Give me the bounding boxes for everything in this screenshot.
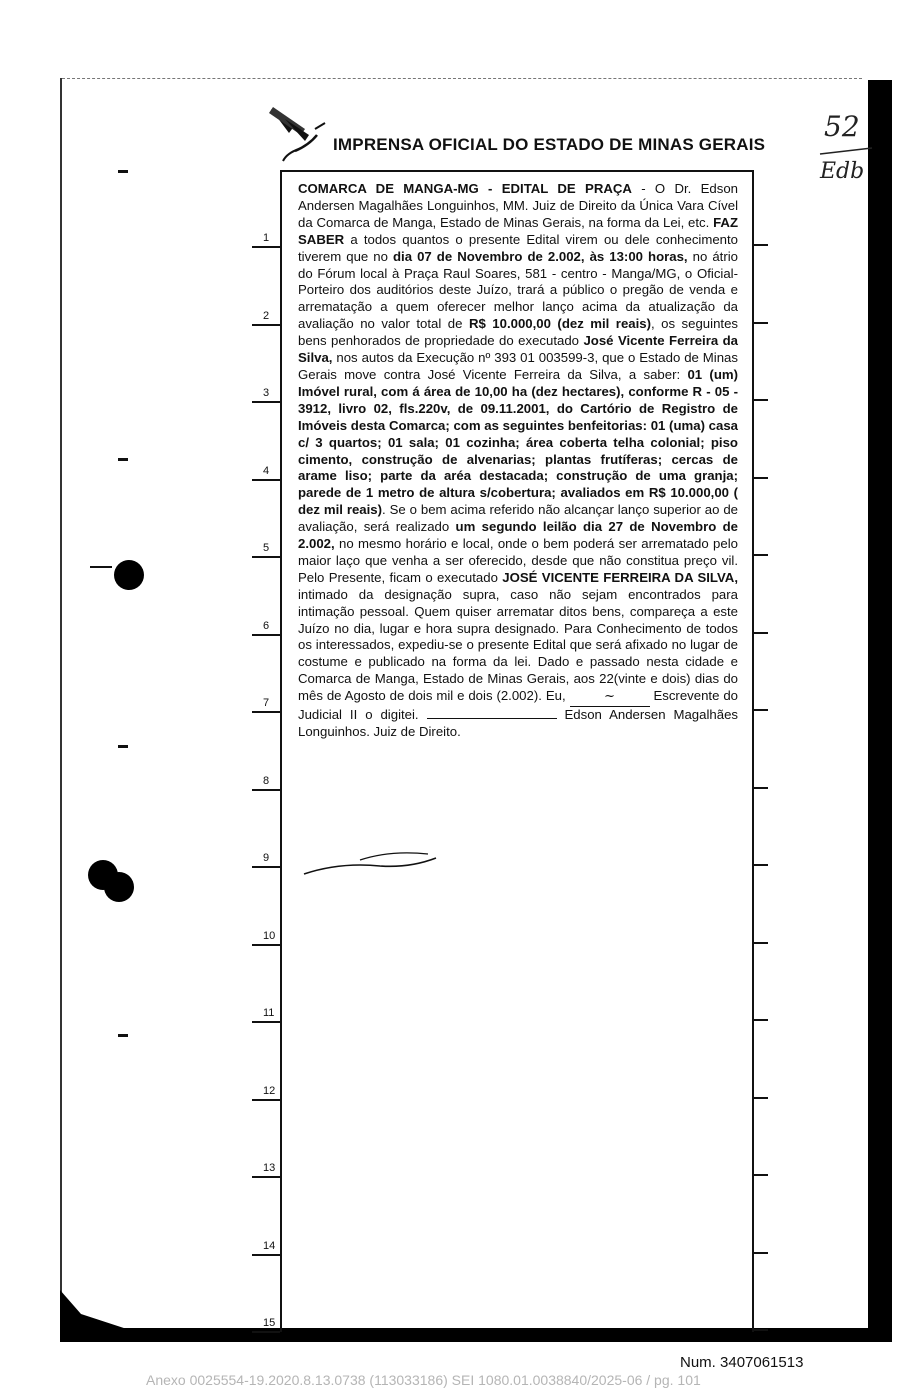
edital-text-p2: a todos quantos o presente Edital virem ou dele conhecimento tiverem que no	[298, 231, 738, 264]
edital-text-p10: Edson Andersen Magalhães Longuinhos. Juiz de Direito.	[298, 707, 739, 739]
scan-right-border	[868, 80, 892, 1342]
punch-mark	[118, 458, 128, 461]
first-auction-date: dia 07 de Novembro de 2.002, às 13:00 horas,	[393, 248, 688, 264]
line-number: 9	[263, 852, 270, 864]
header	[265, 105, 785, 165]
line-number: 6	[263, 619, 270, 632]
edital-text	[298, 181, 738, 741]
clerk-signature: ~	[570, 689, 650, 707]
right-tick	[752, 787, 768, 789]
top-edge-dash	[62, 78, 862, 79]
executado-name-caps: JOSÉ VICENTE FERREIRA DA SILVA,	[502, 569, 738, 585]
line-number: 10	[263, 929, 276, 942]
line-number: 1	[263, 232, 270, 244]
page-left-edge	[60, 78, 62, 1340]
right-tick	[752, 1252, 768, 1254]
document-number: Num. 3407061513	[680, 1354, 804, 1371]
right-tick	[752, 1174, 768, 1176]
right-tick	[752, 709, 768, 711]
scan-corner-shadow	[60, 1290, 130, 1330]
second-auction-date: um segundo leilão dia 27 de Novembro de 2.002,	[298, 519, 739, 552]
punch-mark	[118, 170, 128, 173]
punch-mark	[118, 1034, 128, 1037]
punch-hole	[104, 872, 134, 902]
judge-signature-scribble	[300, 840, 440, 880]
folio-number: 52	[824, 110, 860, 143]
judge-signature	[427, 718, 557, 719]
punch-hole	[114, 560, 144, 590]
line-number: 15	[263, 1317, 276, 1329]
right-tick	[752, 1097, 768, 1099]
line-number: 13	[263, 1162, 276, 1174]
right-tick	[752, 399, 768, 401]
line-number: 3	[263, 387, 270, 399]
edital-text-p5: nos autos da Execução nº 393 01 003599-3, que o Estado de Minas Gerais move contra José Vicente Ferreira da Silva, a saber:	[298, 350, 738, 382]
right-tick	[752, 322, 768, 324]
right-tick	[752, 942, 768, 944]
right-tick	[752, 477, 768, 479]
line-number: 4	[263, 464, 270, 477]
right-tick	[752, 244, 768, 246]
right-tick	[752, 1329, 768, 1331]
handwritten-folio-number	[818, 108, 878, 188]
document-reference: Anexo 0025554-19.2020.8.13.0738 (113033186) SEI 1080.01.0038840/2025-06 / pg. 101	[146, 1372, 701, 1388]
page-title: IMPRENSA OFICIAL DO ESTADO DE MINAS GERAIS	[333, 135, 766, 154]
property-description: 01 (um) Imóvel rural, com á área de 10,00 ha (dez hectares), conforme R - 05 - 3912, livro 02, fls.220v, de 09.11.2001, do Cartório de Registro de Imóveis desta Comarca; com as seguintes benfeitorias: 01 (uma) casa c/ 3 quartos; 01 sala; 01 cozinha; área coberta telha colonial; piso cimento, construção de alvenarias; plantas frutíferas; cercas de arame liso; parte da aréa destacada; construção de uma granja; parede de 1 metro de altura s/cobertura; avaliados em R$ 10.000,00 ( dez mil reais)	[298, 366, 738, 518]
faz-saber: FAZ SABER	[298, 214, 738, 247]
line-number: 5	[263, 542, 270, 554]
punch-smudge	[90, 566, 112, 568]
edital-text-p3: no átrio do Fórum local à Praça Raul Soares, 581 - centro - Manga/MG, o Oficial-Porteiro dos auditórios deste Juízo, trará a público o pregão de venda e arrematação a quem oferecer melhor lanço acima da atualização da avaliação no valor total de	[298, 248, 738, 332]
edital-text-p8: intimado da designação supra, caso não sejam encontrados para intimação pessoal. Quem quiser arrematar ditos bens, compareça a este Juízo no dia, lugar e hora supra designado. Para Conhecimento de todos os interessados, expediu-se o presente Edital que será afixado no lugar de costume e publicado na forma da lei. Dado e passado nesta cidade e Comarca de Manga, Estado de Minas Gerais, aos 22(vinte e dois) dias do mês de Agosto de dois mil e dois (2.002). Eu,	[298, 586, 738, 704]
right-tick	[752, 864, 768, 866]
valuation-amount: R$ 10.000,00 (dez mil reais)	[468, 316, 651, 332]
punch-mark	[118, 745, 128, 748]
edital-text-p9: Escrevente do Judicial II o digitei.	[298, 688, 738, 723]
line-number: 11	[263, 1007, 275, 1019]
edital-text-p7: no mesmo horário e local, onde o bem poderá ser arrematado pelo maior laço que venha a ser oferecido, desde que não constitua preço vil. Pelo Presente, ficam o executado	[298, 536, 738, 585]
line-number: 2	[263, 309, 270, 322]
right-tick	[752, 632, 768, 634]
line-number: 8	[263, 774, 270, 787]
right-tick	[752, 1019, 768, 1021]
folio-initials: Edb	[820, 159, 865, 184]
executado-name: José Vicente Ferreira da Silva,	[298, 333, 738, 366]
line-number: 7	[263, 697, 270, 709]
right-tick	[752, 554, 768, 556]
edital-text-p1: - O Dr. Edson Andersen Magalhães Longuinhos, MM. Juiz de Direito da Única Vara Cível da Comarca de Manga, Estado de Minas Gerais, na forma da Lei, etc.	[298, 181, 738, 230]
quill-pen-logo-icon	[265, 105, 329, 163]
edital-text-p4: , os seguintes bens penhorados de propriedade do executado	[298, 316, 738, 349]
edital-text-p6: . Se o bem acima referido não alcançar lanço superior ao de avaliação, será realizado	[298, 502, 738, 535]
line-number: 12	[263, 1084, 276, 1097]
edital-heading: COMARCA DE MANGA-MG - EDITAL DE PRAÇA	[298, 181, 632, 196]
line-number: 14	[263, 1239, 276, 1252]
